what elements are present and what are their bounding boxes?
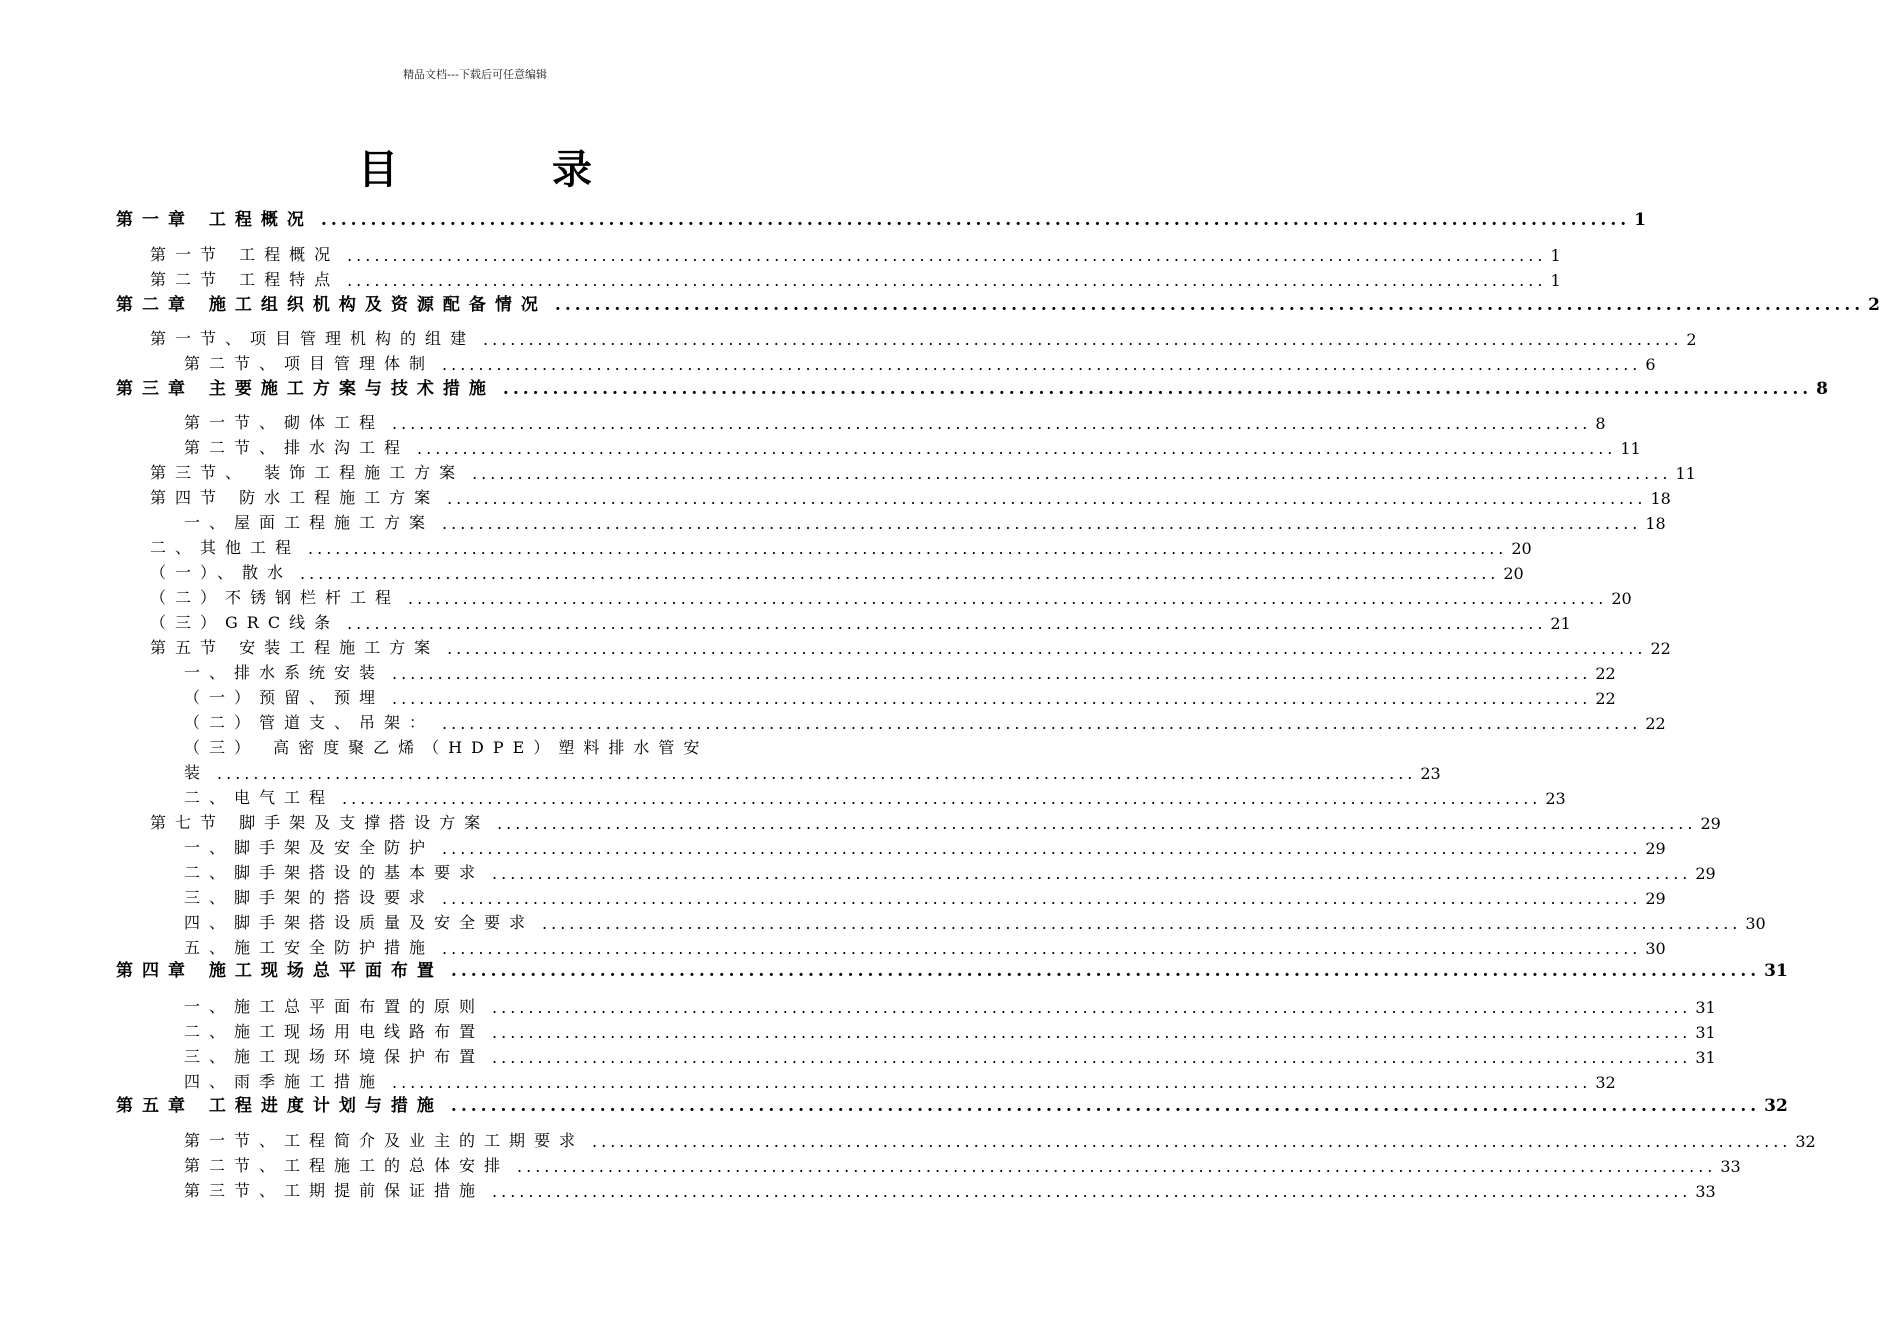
toc-entry-label: 四、雨季施工措施: [184, 1072, 385, 1091]
toc-leader-dots: ....................................................................................................................................: [554, 295, 1865, 315]
toc-entry-page: 32: [1595, 1073, 1616, 1092]
toc-entry-label: 第一节、工程简介及业主的工期要求: [184, 1131, 585, 1150]
toc-entry-page: 29: [1645, 889, 1666, 908]
toc-leader-dots: ....................................................................................................................................: [392, 664, 1592, 683]
toc-entry-page: 18: [1650, 489, 1671, 508]
toc-leader-dots: ....................................................................................................................................: [492, 998, 1692, 1017]
toc-entry-label: 一、脚手架及安全防护: [184, 838, 435, 857]
toc-entry-page: 29: [1645, 839, 1666, 858]
toc-leader-dots: ....................................................................................................................................: [517, 1157, 1717, 1176]
toc-leader-dots: ....................................................................................................................................: [217, 764, 1417, 783]
toc-leader-dots: ....................................................................................................................................: [447, 639, 1647, 658]
toc-entry-label: （一）预留、预埋: [184, 688, 385, 707]
toc-entry-page: 8: [1816, 379, 1829, 399]
toc-entry[interactable]: [184, 884, 1666, 908]
toc-leader-dots: ....................................................................................................................................: [492, 1023, 1692, 1042]
toc-entry-label: （三）GRC线条: [150, 613, 340, 632]
toc-entry-page: 22: [1650, 639, 1671, 658]
toc-entry-page: 2: [1868, 295, 1880, 315]
toc-entry-label: （二）管道支、吊架：: [184, 713, 435, 732]
toc-entry[interactable]: [184, 509, 1666, 533]
toc-entry-page: 31: [1695, 998, 1716, 1017]
toc-leader-dots: ....................................................................................................................................: [492, 1182, 1692, 1201]
toc-entry-label: 第五章 工程进度计划与措施: [116, 1096, 443, 1116]
toc-entry[interactable]: [150, 559, 1524, 583]
toc-entry-page: 29: [1700, 814, 1721, 833]
toc-entry-label: 第五节 安装工程施工方案: [150, 638, 440, 657]
toc-entry[interactable]: [184, 993, 1716, 1017]
toc-leader-dots: ....................................................................................................................................: [408, 589, 1608, 608]
toc-entry-page: 20: [1511, 539, 1532, 558]
toc-entry[interactable]: [184, 1043, 1716, 1067]
toc-entry-label: 第三节、 装饰工程施工方案: [150, 463, 465, 482]
toc-entry[interactable]: [184, 1018, 1716, 1042]
toc-entry-label: 第二节、排水沟工程: [184, 438, 410, 457]
toc-entry[interactable]: [150, 241, 1561, 265]
toc-entry-page: 32: [1795, 1132, 1816, 1151]
toc-leader-dots: ....................................................................................................................................: [542, 914, 1742, 933]
toc-entry-page: 23: [1545, 789, 1566, 808]
toc-entry[interactable]: [184, 350, 1656, 374]
toc-leader-dots: ....................................................................................................................................: [392, 689, 1592, 708]
toc-leader-dots: ....................................................................................................................................: [497, 814, 1697, 833]
toc-entry-label: 第一节、砌体工程: [184, 413, 385, 432]
toc-entry-label: 第四节 防水工程施工方案: [150, 488, 440, 507]
toc-leader-dots: ....................................................................................................................................: [450, 961, 1761, 981]
toc-entry[interactable]: [184, 759, 1441, 783]
toc-leader-dots: ....................................................................................................................................: [492, 864, 1692, 883]
toc-leader-dots: ....................................................................................................................................: [442, 355, 1642, 374]
toc-leader-dots: ....................................................................................................................................: [308, 539, 1508, 558]
toc-leader-dots: ....................................................................................................................................: [347, 271, 1547, 290]
toc-entry-label: 第一节 工程概况: [150, 245, 340, 264]
toc-entry-label: 二、施工现场用电线路布置: [184, 1022, 485, 1041]
toc-entry-page: 8: [1595, 414, 1606, 433]
toc-entry-page: 21: [1550, 614, 1571, 633]
toc-entry[interactable]: [150, 325, 1697, 349]
toc-leader-dots: ....................................................................................................................................: [447, 489, 1647, 508]
toc-entry[interactable]: [184, 1152, 1741, 1176]
toc-leader-dots: ....................................................................................................................................: [442, 939, 1642, 958]
toc-entry-label: 第二节、工程施工的总体安排: [184, 1156, 510, 1175]
toc-leader-dots: ....................................................................................................................................: [342, 789, 1542, 808]
toc-entry-label: 装: [184, 763, 210, 782]
toc-entry-page: 31: [1695, 1048, 1716, 1067]
toc-entry-label: 四、脚手架搭设质量及安全要求: [184, 913, 535, 932]
toc-entry-page: 6: [1645, 355, 1656, 374]
toc-leader-dots: ....................................................................................................................................: [442, 714, 1642, 733]
toc-entry[interactable]: [184, 834, 1666, 858]
toc-entry-page: 22: [1595, 689, 1616, 708]
toc-entry-page: 30: [1745, 914, 1766, 933]
toc-entry-label: 第三节、工期提前保证措施: [184, 1181, 485, 1200]
toc-leader-dots: ....................................................................................................................................: [442, 889, 1642, 908]
toc-entry[interactable]: [184, 909, 1766, 933]
toc-leader-dots: ....................................................................................................................................: [442, 839, 1642, 858]
toc-entry-page: 33: [1720, 1157, 1741, 1176]
toc-entry-label: （二）不锈钢栏杆工程: [150, 588, 401, 607]
toc-leader-dots: ....................................................................................................................................: [347, 614, 1547, 633]
toc-entry[interactable]: [184, 734, 820, 758]
toc-entry[interactable]: [116, 291, 1880, 315]
toc-entry-page: 22: [1595, 664, 1616, 683]
toc-entry-label: 一、排水系统安装: [184, 663, 385, 682]
toc-entry-page: 2: [1686, 330, 1697, 349]
toc-entry[interactable]: [150, 484, 1671, 508]
toc-leader-dots: ....................................................................................................................................: [442, 514, 1642, 533]
toc-leader-dots: ....................................................................................................................................: [392, 1073, 1592, 1092]
toc-leader-dots: ....................................................................................................................................: [417, 439, 1617, 458]
toc-entry-label: 第一章 工程概况: [116, 210, 313, 230]
toc-entry[interactable]: [150, 459, 1696, 483]
toc-entry[interactable]: [150, 584, 1632, 608]
toc-entry[interactable]: [150, 634, 1671, 658]
toc-leader-dots: ....................................................................................................................................: [300, 564, 1500, 583]
toc-entry-label: 第二节 工程特点: [150, 270, 340, 289]
toc-leader-dots: ....................................................................................................................................: [592, 1132, 1792, 1151]
toc-entry[interactable]: [184, 434, 1641, 458]
toc-entry[interactable]: [184, 1068, 1616, 1092]
toc-entry-page: 1: [1634, 210, 1647, 230]
toc-entry[interactable]: [150, 534, 1532, 558]
toc-entry-page: 22: [1645, 714, 1666, 733]
toc-entry-page: 18: [1645, 514, 1666, 533]
toc-leader-dots: ....................................................................................................................................: [320, 210, 1631, 230]
toc-entry[interactable]: [150, 266, 1561, 290]
page-title: 目 录: [358, 147, 662, 193]
toc-entry[interactable]: [116, 957, 1788, 981]
toc-leader-dots: ....................................................................................................................................: [472, 464, 1672, 483]
toc-leader-dots: ....................................................................................................................................: [492, 1048, 1692, 1067]
toc-entry-page: 20: [1611, 589, 1632, 608]
toc-entry-label: 二、其他工程: [150, 538, 301, 557]
toc-entry-label: 第一节、项目管理机构的组建: [150, 329, 476, 348]
toc-entry-page: 1: [1550, 246, 1561, 265]
toc-entry-label: （三） 高密度聚乙烯（HDPE）塑料排水管安: [184, 738, 709, 757]
toc-entry-label: 二、电气工程: [184, 788, 335, 807]
toc-leader-dots: ....................................................................................................................................: [392, 414, 1592, 433]
toc-entry-page: 30: [1645, 939, 1666, 958]
toc-entry-label: 第二节、项目管理体制: [184, 354, 435, 373]
toc-entry[interactable]: [184, 709, 1666, 733]
toc-entry-page: 29: [1695, 864, 1716, 883]
toc-entry[interactable]: [184, 1127, 1816, 1151]
toc-entry-label: 第二章 施工组织机构及资源配备情况: [116, 295, 547, 315]
toc-entry[interactable]: [116, 206, 1647, 230]
toc-entry-label: 第四章 施工现场总平面布置: [116, 961, 443, 981]
toc-entry-label: 三、施工现场环境保护布置: [184, 1047, 485, 1066]
toc-entry-label: 五、施工安全防护措施: [184, 938, 435, 957]
toc-entry-label: 二、脚手架搭设的基本要求: [184, 863, 485, 882]
toc-entry-label: 三、脚手架的搭设要求: [184, 888, 435, 907]
toc-entry-label: （一）、散水: [150, 563, 293, 582]
toc-entry-label: 一、屋面工程施工方案: [184, 513, 435, 532]
toc-entry-page: 32: [1764, 1096, 1788, 1116]
toc-entry[interactable]: [150, 809, 1721, 833]
toc-entry-label: 第三章 主要施工方案与技术措施: [116, 379, 495, 399]
toc-entry-page: 31: [1764, 961, 1788, 981]
toc-entry[interactable]: [116, 375, 1829, 399]
toc-entry[interactable]: [184, 1177, 1716, 1201]
toc-entry-page: 1: [1550, 271, 1561, 290]
toc-entry[interactable]: [184, 784, 1566, 808]
toc-entry[interactable]: [184, 934, 1666, 958]
toc-entry[interactable]: [184, 659, 1616, 683]
toc-entry[interactable]: [184, 409, 1606, 433]
toc-entry[interactable]: [150, 609, 1571, 633]
toc-entry-page: 31: [1695, 1023, 1716, 1042]
toc-entry[interactable]: [184, 684, 1616, 708]
toc-entry-page: 11: [1675, 464, 1696, 483]
toc-entry-page: 23: [1420, 764, 1441, 783]
toc-leader-dots: ....................................................................................................................................: [502, 379, 1813, 399]
toc-leader-dots: ....................................................................................................................................: [483, 330, 1683, 349]
page-header: 精品文档---下载后可任意编辑: [403, 68, 547, 81]
toc-entry-label: 第七节 脚手架及支撑搭设方案: [150, 813, 490, 832]
toc-leader-dots: ....................................................................................................................................: [450, 1096, 1761, 1116]
toc-entry-page: 20: [1503, 564, 1524, 583]
toc-entry-page: 33: [1695, 1182, 1716, 1201]
toc-entry[interactable]: [116, 1092, 1788, 1116]
toc-entry-label: 一、施工总平面布置的原则: [184, 997, 485, 1016]
toc-entry[interactable]: [184, 859, 1716, 883]
toc-entry-page: 11: [1620, 439, 1641, 458]
toc-leader-dots: ....................................................................................................................................: [347, 246, 1547, 265]
